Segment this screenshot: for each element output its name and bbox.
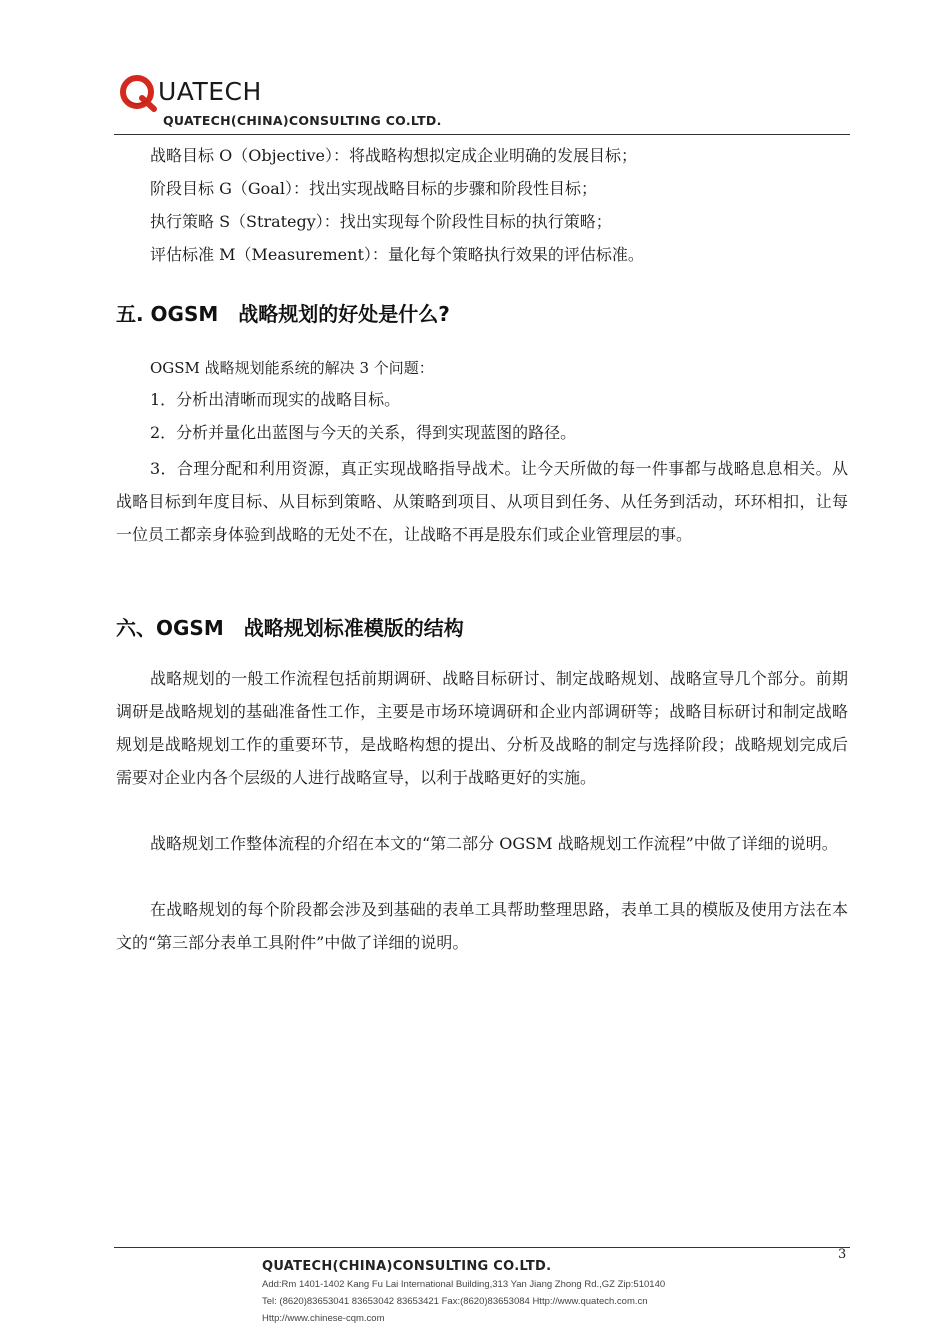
section-5-intro: OGSM 战略规划能系统的解决 3 个问题： <box>150 359 434 377</box>
footer-website: Http://www.chinese-cqm.com <box>262 1313 385 1324</box>
company-logo <box>118 72 262 112</box>
footer-divider <box>114 1247 850 1248</box>
section-5-item-1: 1．分析出清晰而现实的战略目标。 <box>150 390 401 409</box>
footer-address: Add:Rm 1401-1402 Kang Fu Lai International Building,313 Yan Jiang Zhong Rd.,GZ Zip:510140 <box>262 1279 666 1290</box>
section-6-paragraph-1: 战略规划的一般工作流程包括前期调研、战略目标研讨、制定战略规划、战略宣导几个部分。前期调研是战略规划的基础准备性工作，主要是市场环境调研和企业内部调研等；战略目标研讨和制定战略规划是战略规划工作的重要环节，是战略构想的提出、分析及战略的制定与选择阶段；战略规划完成后需要对企业内各个层级的人进行战略宣导，以利于战略更好的实施。 <box>116 669 848 787</box>
section-5-item-2: 2．分析并量化出蓝图与今天的关系，得到实现蓝图的路径。 <box>150 423 577 442</box>
ogsm-goal-line: 阶段目标 G（Goal）：找出实现战略目标的步骤和阶段性目标； <box>150 179 597 198</box>
page-number: 3 <box>838 1247 847 1262</box>
header-divider <box>114 134 850 135</box>
section-6-paragraph-3: 在战略规划的每个阶段都会涉及到基础的表单工具帮助整理思路，表单工具的模版及使用方法在本文的“第三部分表单工具附件”中做了详细的说明。 <box>116 900 848 952</box>
section-6-paragraph-2: 战略规划工作整体流程的介绍在本文的“第二部分 OGSM 战略规划工作流程”中做了详细的说明。 <box>150 834 838 853</box>
ogsm-objective-line: 战略目标 O（Objective）：将战略构想拟定成企业明确的发展目标； <box>150 146 638 165</box>
section-6-heading: 六、OGSM 战略规划标准模版的结构 <box>116 616 464 640</box>
logo-wordmark: UATECH <box>158 77 262 106</box>
ogsm-measurement-line: 评估标准 M（Measurement）：量化每个策略执行效果的评估标准。 <box>150 245 644 264</box>
section-5-item-3: 3．合理分配和利用资源，真正实现战略指导战术。让今天所做的每一件事都与战略息息相关。从战略目标到年度目标、从目标到策略、从策略到项目、从项目到任务、从任务到活动，环环相扣，让每一位员工都亲身体验到战略的无处不在，让战略不再是股东们或企业管理层的事。 <box>116 459 848 544</box>
header-company-name: QUATECH(CHINA)CONSULTING CO.LTD. <box>163 113 442 128</box>
logo-q-mark <box>118 72 158 112</box>
footer-company-name: QUATECH(CHINA)CONSULTING CO.LTD. <box>262 1259 552 1274</box>
ogsm-strategy-line: 执行策略 S（Strategy）：找出实现每个阶段性目标的执行策略； <box>150 212 612 231</box>
section-5-heading: 五. OGSM 战略规划的好处是什么? <box>116 302 450 326</box>
footer-contact: Tel: (8620)83653041 83653042 83653421 Fax:(8620)83653084 Http://www.quatech.com.cn <box>262 1296 648 1307</box>
